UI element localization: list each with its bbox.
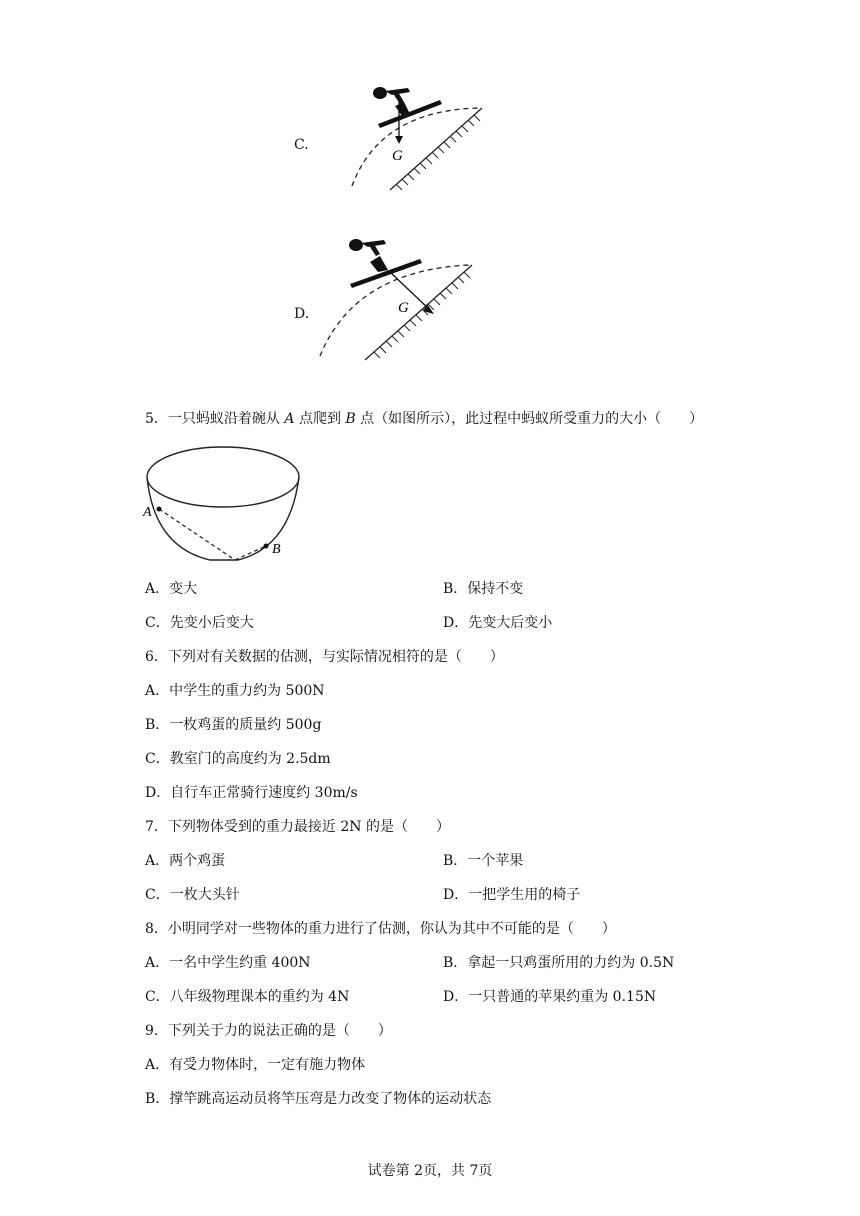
bowl-figure: [140, 442, 310, 566]
option-d-label: D.: [294, 306, 310, 322]
option-c-ski-jumper-figure: [340, 80, 500, 200]
gravity-label: G: [392, 148, 403, 164]
q5-option-d[interactable]: D．先变大后变小: [443, 615, 553, 631]
option-c-label: C.: [294, 137, 309, 153]
point-b-label: B: [272, 542, 281, 557]
question-7-stem: 7．下列物体受到的重力最接近 2N 的是（ ）: [145, 819, 450, 835]
point-a-label: A: [143, 505, 152, 520]
q6-option-a[interactable]: A．中学生的重力约为 500N: [145, 683, 325, 699]
option-d-ski-jumper-figure: [310, 232, 485, 367]
q7-option-c[interactable]: C．一枚大头针: [145, 887, 240, 903]
question-8-stem: 8．小明同学对一些物体的重力进行了估测，你认为其中不可能的是（ ）: [145, 921, 616, 937]
q5-option-c[interactable]: C．先变小后变大: [145, 615, 254, 631]
page-footer: 试卷第 2页，共 7页: [367, 1163, 493, 1179]
q6-option-c[interactable]: C．教室门的高度约为 2.5dm: [145, 751, 331, 767]
q8-option-a[interactable]: A．一名中学生约重 400N: [145, 955, 311, 971]
question-6-stem: 6．下列对有关数据的估测，与实际情况相符的是（ ）: [145, 649, 504, 665]
q7-option-a[interactable]: A．两个鸡蛋: [145, 853, 226, 869]
q7-option-b[interactable]: B．一个苹果: [443, 853, 524, 869]
q8-option-c[interactable]: C．八年级物理课本的重约为 4N: [145, 989, 350, 1005]
q9-option-a[interactable]: A．有受力物体时，一定有施力物体: [145, 1057, 366, 1073]
gravity-label: G: [398, 300, 409, 316]
q9-option-b[interactable]: B．撑竿跳高运动员将竿压弯是力改变了物体的运动状态: [145, 1091, 492, 1107]
q5-option-a[interactable]: A．变大: [145, 581, 198, 597]
q7-option-d[interactable]: D．一把学生用的椅子: [443, 887, 581, 903]
q6-option-b[interactable]: B．一枚鸡蛋的质量约 500g: [145, 717, 322, 733]
q8-option-b[interactable]: B．拿起一只鸡蛋所用的力约为 0.5N: [443, 955, 675, 971]
question-5-stem: 5．一只蚂蚁沿着碗从 A 点爬到 B 点（如图所示），此过程中蚂蚁所受重力的大小（ ）: [145, 411, 704, 427]
q5-option-b[interactable]: B．保持不变: [443, 581, 524, 597]
q8-option-d[interactable]: D．一只普通的苹果约重为 0.15N: [443, 989, 657, 1005]
q6-option-d[interactable]: D．自行车正常骑行速度约 30m/s: [145, 785, 358, 801]
question-9-stem: 9．下列关于力的说法正确的是（ ）: [145, 1023, 392, 1039]
